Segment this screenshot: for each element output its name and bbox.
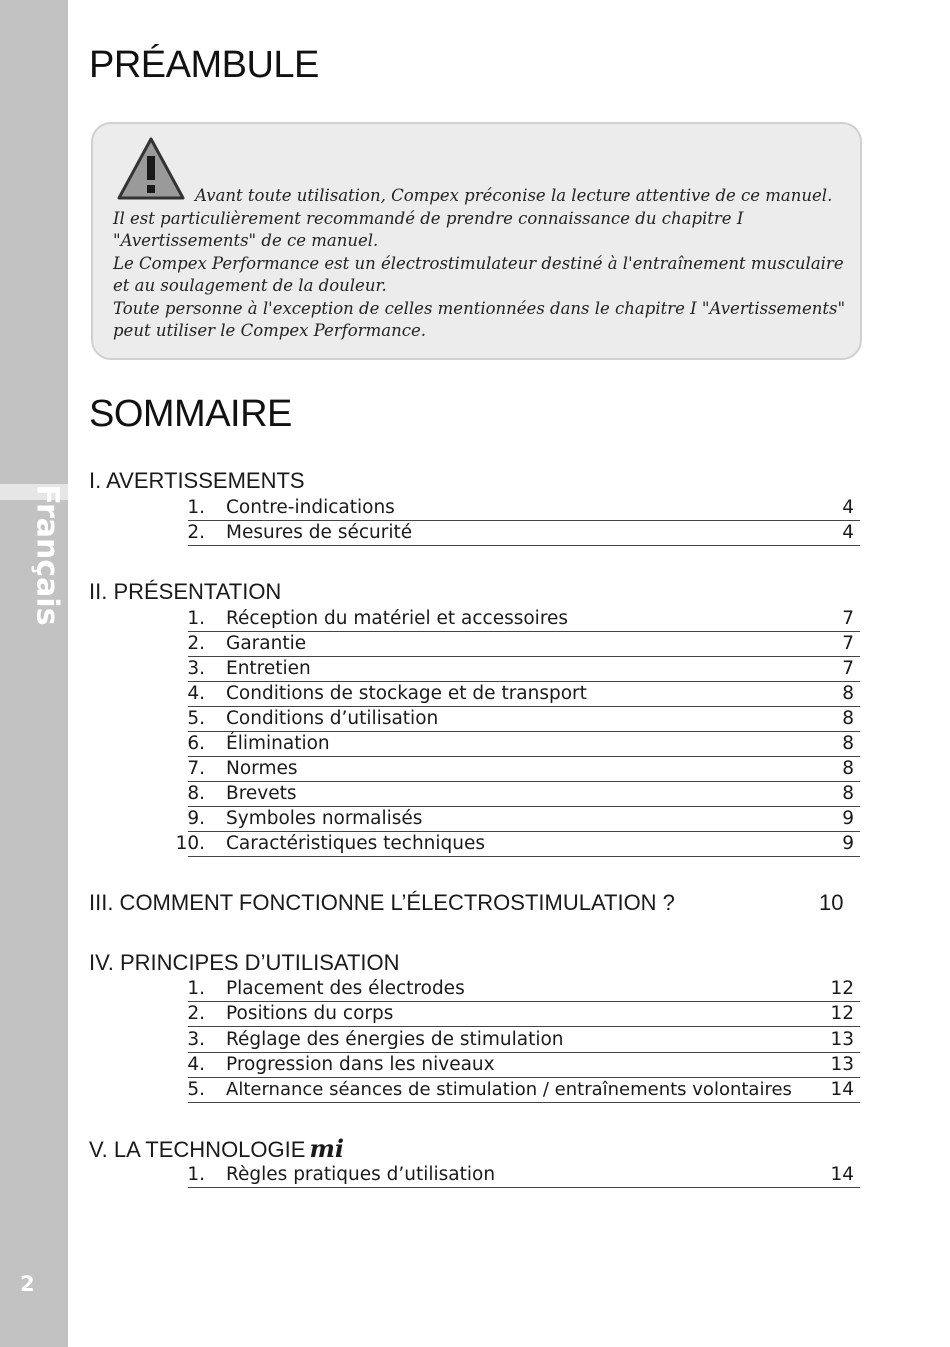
toc-row bbox=[188, 1053, 860, 1078]
side-strip bbox=[0, 0, 68, 1347]
toc-section-label: III. COMMENT FONCTIONNE L’ÉLECTROSTIMULATION ? bbox=[89, 890, 675, 915]
warning-line: Avant toute utilisation, Compex préconise la lecture attentive de ce manuel. bbox=[195, 186, 833, 205]
toc-item-page: 9 bbox=[842, 808, 854, 829]
toc-row bbox=[188, 807, 860, 832]
toc-item-label: Réception du matériel et accessoires bbox=[226, 608, 569, 629]
toc-item-number: 6. bbox=[187, 733, 205, 754]
toc-item-number: 1. bbox=[187, 497, 205, 518]
warning-line: "Avertissements" de ce manuel. bbox=[113, 231, 379, 250]
toc-item-label: Positions du corps bbox=[226, 1003, 394, 1024]
toc-item-page: 8 bbox=[842, 733, 854, 754]
mi-technology-logo: mi bbox=[309, 1134, 344, 1163]
toc-item-label: Symboles normalisés bbox=[226, 808, 423, 829]
toc-row bbox=[188, 757, 860, 782]
toc-row bbox=[188, 607, 860, 632]
toc-section-title: IV. PRINCIPES D’UTILISATION bbox=[89, 950, 400, 975]
toc-row bbox=[175, 832, 860, 857]
toc-row bbox=[188, 1163, 860, 1188]
toc-item-page: 8 bbox=[842, 758, 854, 779]
toc-item-page: 4 bbox=[842, 522, 854, 543]
toc-item-label: Alternance séances de stimulation / entraînements volontaires bbox=[226, 1079, 792, 1100]
toc-item-number: 1. bbox=[187, 1164, 205, 1185]
toc-item-number: 8. bbox=[187, 783, 205, 804]
warning-line: et au soulagement de la douleur. bbox=[113, 276, 387, 295]
toc-row bbox=[188, 782, 860, 807]
toc-item-page: 13 bbox=[830, 1054, 854, 1075]
toc-item-label: Réglage des énergies de stimulation bbox=[226, 1029, 564, 1050]
toc-section-title bbox=[89, 1134, 344, 1163]
toc-item-label: Brevets bbox=[226, 783, 297, 804]
toc-item-label: Conditions de stockage et de transport bbox=[226, 683, 587, 704]
toc-row bbox=[188, 1078, 860, 1103]
toc-item-page: 8 bbox=[842, 708, 854, 729]
toc-item-label: Caractéristiques techniques bbox=[226, 833, 486, 854]
toc-row bbox=[188, 657, 860, 682]
toc-row bbox=[188, 521, 860, 546]
toc-row bbox=[188, 732, 860, 757]
toc-item-number: 2. bbox=[187, 1003, 205, 1024]
warning-line: Toute personne à l'exception de celles mentionnées dans le chapitre I "Avertissements" bbox=[113, 298, 846, 318]
toc-row bbox=[188, 682, 860, 707]
toc-section-title: II. PRÉSENTATION bbox=[89, 579, 282, 604]
toc-item-label: Conditions d’utilisation bbox=[226, 708, 439, 729]
toc-row bbox=[188, 496, 860, 521]
toc-item-page: 13 bbox=[830, 1029, 854, 1050]
toc-item-label: Progression dans les niveaux bbox=[226, 1054, 495, 1075]
toc-item-label: Placement des électrodes bbox=[226, 978, 465, 999]
toc-item-page: 8 bbox=[842, 783, 854, 804]
toc-item-number: 5. bbox=[187, 708, 205, 729]
toc-item-page: 9 bbox=[842, 833, 854, 854]
toc-item-number: 4. bbox=[187, 1054, 205, 1075]
toc-item-number: 9. bbox=[187, 808, 205, 829]
page-number: 2 bbox=[20, 1272, 35, 1296]
toc-row bbox=[188, 707, 860, 732]
language-label: Français bbox=[29, 484, 65, 626]
toc-item-number: 1. bbox=[187, 608, 205, 629]
warning-line: Le Compex Performance est un électrostimulateur destiné à l'entraînement musculaire bbox=[113, 253, 844, 273]
toc-item-number: 3. bbox=[187, 658, 205, 679]
toc-section-label: V. LA TECHNOLOGIE bbox=[89, 1137, 306, 1162]
toc-item-number: 1. bbox=[187, 978, 205, 999]
warning-box bbox=[91, 122, 862, 360]
toc-item-page: 14 bbox=[830, 1164, 854, 1185]
toc-item-number: 2. bbox=[187, 522, 205, 543]
toc-item-number: 7. bbox=[187, 758, 205, 779]
toc-item-page: 12 bbox=[830, 978, 854, 999]
toc-row bbox=[188, 977, 860, 1002]
toc-section-page: 10 bbox=[819, 890, 844, 915]
toc-item-page: 7 bbox=[842, 608, 854, 629]
toc-item-page: 4 bbox=[842, 497, 854, 518]
toc-row bbox=[188, 1002, 860, 1027]
toc-item-label: Contre-indications bbox=[226, 497, 395, 518]
toc-item-page: 14 bbox=[830, 1079, 854, 1100]
toc-item-label: Normes bbox=[226, 758, 298, 779]
toc-item-label: Garantie bbox=[226, 633, 307, 654]
preamble-title: PRÉAMBULE bbox=[89, 44, 319, 86]
toc-section-title bbox=[89, 890, 844, 916]
toc-item-number: 3. bbox=[187, 1029, 205, 1050]
warning-text bbox=[113, 185, 861, 343]
toc-row bbox=[188, 1028, 860, 1053]
contents-title: SOMMAIRE bbox=[89, 393, 292, 435]
toc-item-label: Élimination bbox=[226, 733, 330, 754]
toc-item-page: 8 bbox=[842, 683, 854, 704]
toc-item-label: Mesures de sécurité bbox=[226, 522, 413, 543]
toc-item-number: 4. bbox=[187, 683, 205, 704]
toc-item-page: 12 bbox=[830, 1003, 854, 1024]
toc-item-number: 2. bbox=[187, 633, 205, 654]
toc-row bbox=[188, 632, 860, 657]
toc-item-page: 7 bbox=[842, 633, 854, 654]
toc-item-number: 10. bbox=[175, 833, 205, 854]
toc-item-number: 5. bbox=[187, 1079, 205, 1100]
toc-section-title: I. AVERTISSEMENTS bbox=[89, 468, 305, 493]
warning-line: Il est particulièrement recommandé de prendre connaissance du chapitre I bbox=[113, 208, 744, 228]
toc-item-label: Règles pratiques d’utilisation bbox=[226, 1164, 496, 1185]
toc-item-label: Entretien bbox=[226, 658, 311, 679]
warning-line: peut utiliser le Compex Performance. bbox=[113, 321, 426, 340]
toc-item-page: 7 bbox=[842, 658, 854, 679]
